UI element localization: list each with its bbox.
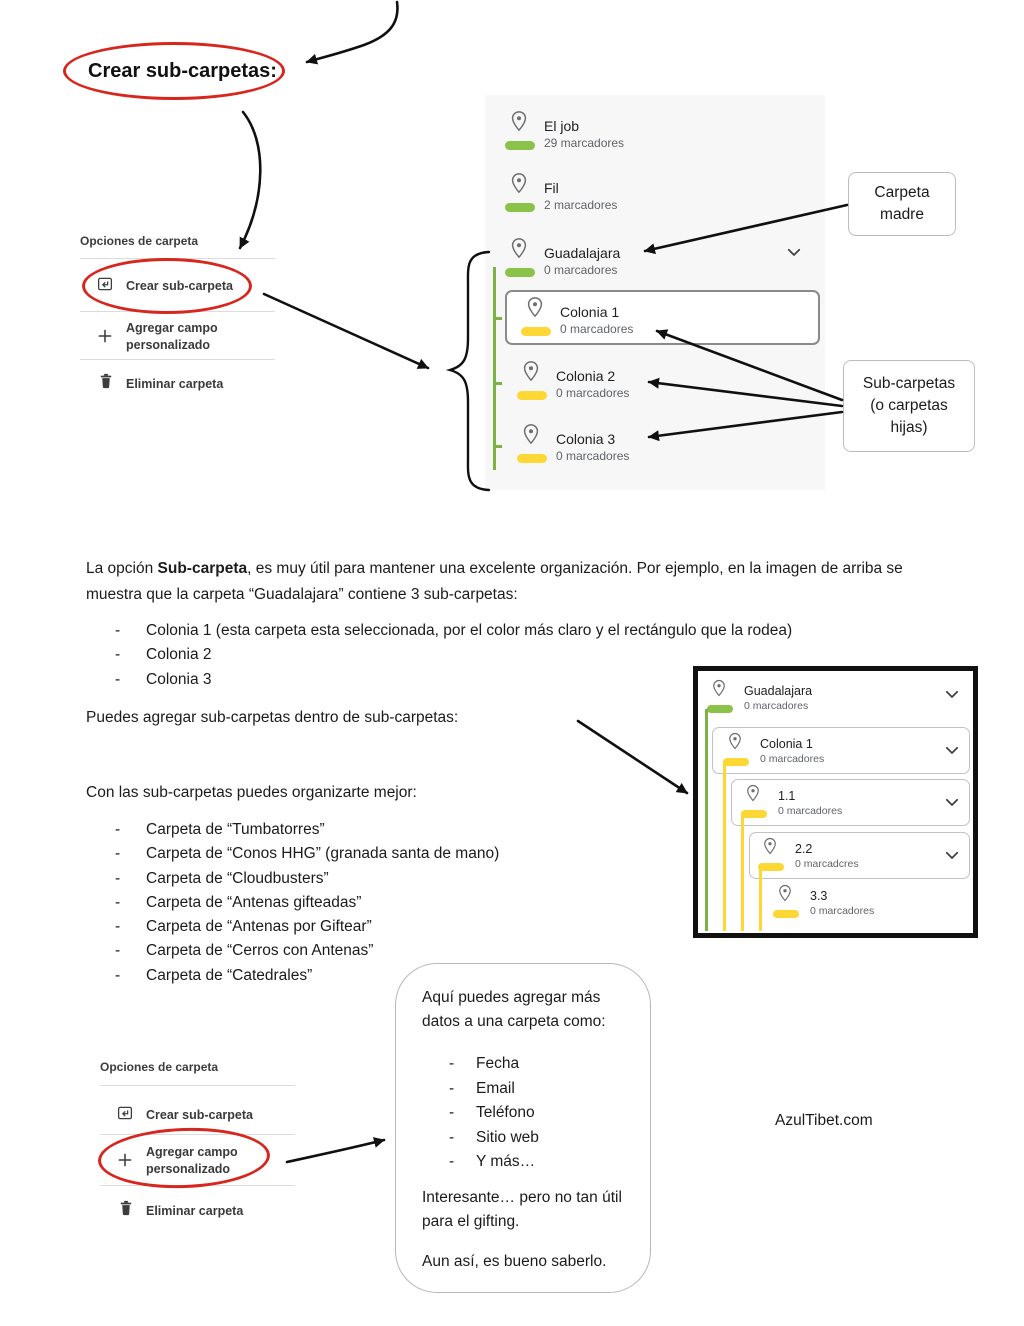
folder-name: Colonia 3 [556, 431, 616, 447]
menu-header: Opciones de carpeta [100, 1060, 219, 1074]
map-pin-icon [710, 679, 728, 697]
list-item: - Colonia 1 (esta carpeta esta seleccionada, por el color más claro y el rectángulo que la rodea) [115, 619, 955, 643]
menu-item-delete-folder[interactable] [100, 1196, 295, 1228]
folder-list-screenshot [485, 95, 825, 490]
tree-line [723, 761, 726, 931]
folder-color-bar [505, 203, 535, 212]
map-pin-icon [761, 837, 779, 855]
arrow-title-to-menu [240, 112, 260, 248]
folder-color-bar [707, 705, 733, 713]
folder-count: 0 marcadores [544, 263, 618, 277]
map-pin-icon [524, 296, 546, 318]
chevron-down-icon[interactable] [943, 846, 961, 864]
paragraph-bold-text: Sub-carpeta [157, 560, 248, 577]
create-subfolder-highlight-ellipse [82, 258, 252, 314]
menu-item-label: Agregar campo personalizado [146, 1145, 238, 1176]
list-item: - Carpeta de “Cerros con Antenas” [115, 939, 655, 963]
map-pin-icon [726, 732, 744, 750]
nested-subfolders-line: Puedes agregar sub-carpetas dentro de sub-carpetas: [86, 709, 459, 726]
folder-count: 0 marcadores [556, 449, 630, 463]
folder-color-bar [773, 910, 799, 918]
map-pin-icon [520, 360, 542, 382]
nested-box-1-1[interactable] [731, 779, 970, 826]
folder-color-bar [521, 327, 551, 336]
map-pin-icon [744, 784, 762, 802]
list-item: - Carpeta de “Antenas gifteadas” [115, 891, 655, 915]
folder-color-bar [517, 391, 547, 400]
folder-count: 0 marcadores [760, 753, 825, 765]
nested-box-2-2[interactable] [749, 832, 970, 879]
tree-line [759, 866, 762, 931]
custom-field-note-bubble [395, 963, 651, 1293]
menu-item-label: Agregar campo personalizado [126, 321, 218, 352]
list-item: - Colonia 3 [115, 668, 955, 692]
menu-item-label: Crear sub-carpeta [126, 279, 233, 293]
menu-item-add-custom-field[interactable] [80, 318, 275, 358]
callout-text: Carpeta madre [874, 184, 930, 223]
page-title: Crear sub-carpetas: [88, 60, 277, 82]
title-highlight-ellipse [63, 42, 285, 100]
trash-icon [117, 1199, 135, 1217]
plus-icon [96, 327, 114, 345]
folder-options-menu-bottom [100, 1058, 295, 1238]
folder-color-bar [723, 758, 749, 766]
folder-count: 29 marcadores [544, 136, 625, 150]
folder-count: 0 marcadores [810, 905, 875, 917]
folder-name: El job [544, 118, 580, 134]
callout-carpeta-madre [848, 172, 956, 236]
list-item: - Fecha [476, 1052, 539, 1077]
folder-name: Colonia 1 [560, 304, 620, 320]
chevron-down-icon[interactable] [943, 793, 961, 811]
bubble-note: Interesante… pero no tan útil para el gifting. [422, 1189, 622, 1230]
folder-name: Fil [544, 180, 559, 196]
tree-line [705, 709, 708, 931]
menu-divider [100, 1085, 295, 1086]
list-item: - Sitio web [476, 1126, 539, 1151]
folder-name: Guadalajara [744, 684, 813, 698]
folder-color-bar [505, 268, 535, 277]
map-pin-icon [508, 237, 530, 259]
folder-count: 0 marcadores [556, 386, 630, 400]
chevron-down-icon[interactable] [943, 685, 961, 703]
folder-row-fil[interactable] [508, 172, 808, 227]
nested-row-guadalajara[interactable] [710, 679, 940, 725]
folder-count: 0 marcadores [560, 322, 634, 336]
folder-color-bar [741, 810, 767, 818]
folder-count: 0 marcadores [744, 700, 809, 712]
folder-name: Colonia 1 [760, 737, 813, 751]
menu-header: Opciones de carpeta [80, 234, 199, 248]
list-item: - Carpeta de “Antenas por Giftear” [115, 915, 655, 939]
chevron-down-icon[interactable] [943, 741, 961, 759]
callout-sub-carpetas [843, 360, 975, 452]
tree-line [741, 813, 744, 931]
list-item: - Carpeta de “Tumbatorres” [115, 818, 655, 842]
intro-paragraph [86, 556, 946, 608]
folder-count: 0 marcadcres [795, 858, 859, 870]
nested-row-colonia-1[interactable] [726, 732, 956, 778]
folder-name: 1.1 [778, 789, 796, 803]
folder-name: 2.2 [795, 842, 813, 856]
folder-count: 0 marcadores [778, 805, 843, 817]
menu-item-label: Crear sub-carpeta [146, 1108, 253, 1122]
arrow-menu-to-tree [264, 294, 428, 368]
nested-folders-screenshot [693, 666, 978, 938]
list-item: - Y más… [476, 1150, 539, 1175]
folder-name: Guadalajara [544, 245, 621, 261]
selected-subfolder-box[interactable] [505, 290, 820, 345]
menu-item-delete-folder[interactable] [80, 368, 275, 400]
map-pin-icon [520, 423, 542, 445]
tree-line [493, 267, 496, 470]
folder-row-colonia-3[interactable] [520, 423, 820, 478]
arrow-menu-to-bubble [287, 1140, 384, 1162]
bubble-note: Aun así, es bueno saberlo. [422, 1253, 607, 1270]
folder-row-el-job[interactable] [508, 110, 808, 165]
tree-stub [493, 445, 502, 448]
folder-count: 2 marcadores [544, 198, 618, 212]
bubble-list [476, 1052, 539, 1175]
list-item: - Carpeta de “Conos HHG” (granada santa de mano) [115, 842, 655, 866]
folder-color-bar [505, 141, 535, 150]
arrow-to-nested-screenshot [578, 721, 687, 793]
tree-stub [493, 382, 502, 385]
curly-brace [450, 252, 489, 490]
list-item: - Carpeta de “Catedrales” [115, 964, 655, 988]
list-item: - Colonia 2 [115, 643, 955, 667]
callout-text: Sub-carpetas (o carpetas hijas) [862, 375, 956, 436]
nested-box-colonia-1[interactable] [712, 727, 970, 774]
paragraph-text: La opción [86, 560, 158, 577]
folder-row-guadalajara[interactable] [508, 237, 808, 292]
paragraph-text: , es muy útil para mantener una excelente organización. Por ejemplo, en la imagen de arriba se muestra que la carpeta “Guadalajara” contiene 3 sub-carpetas: [86, 560, 903, 603]
arrow-top-to-title [307, 2, 397, 62]
list-item: - Carpeta de “Cloudbusters” [115, 867, 655, 891]
trash-icon [97, 372, 115, 390]
bubble-intro: Aquí puedes agregar más datos a una carpeta como: [422, 989, 606, 1030]
folder-color-bar [517, 454, 547, 463]
folder-row-colonia-2[interactable] [520, 360, 820, 415]
folder-name: 3.3 [810, 889, 828, 903]
nested-row-3-3[interactable] [776, 884, 1006, 930]
menu-item-label: Eliminar carpeta [126, 377, 224, 391]
site-credit: AzulTibet.com [775, 1112, 873, 1129]
create-subfolder-icon [116, 1104, 134, 1122]
folder-row-colonia-1[interactable] [524, 296, 824, 351]
map-pin-icon [508, 172, 530, 194]
list-item: - Teléfono [476, 1101, 539, 1126]
folder-options-menu-top [80, 232, 275, 412]
menu-item-label: Eliminar carpeta [146, 1204, 244, 1218]
tree-stub [493, 317, 502, 320]
menu-divider [80, 359, 275, 360]
organize-line: Con las sub-carpetas puedes organizarte mejor: [86, 784, 417, 801]
nested-row-1-1[interactable] [744, 784, 974, 830]
chevron-down-icon[interactable] [785, 243, 803, 261]
map-pin-icon [776, 884, 794, 902]
folder-name: Colonia 2 [556, 368, 616, 384]
map-pin-icon [508, 110, 530, 132]
list-item: - Email [476, 1077, 539, 1102]
